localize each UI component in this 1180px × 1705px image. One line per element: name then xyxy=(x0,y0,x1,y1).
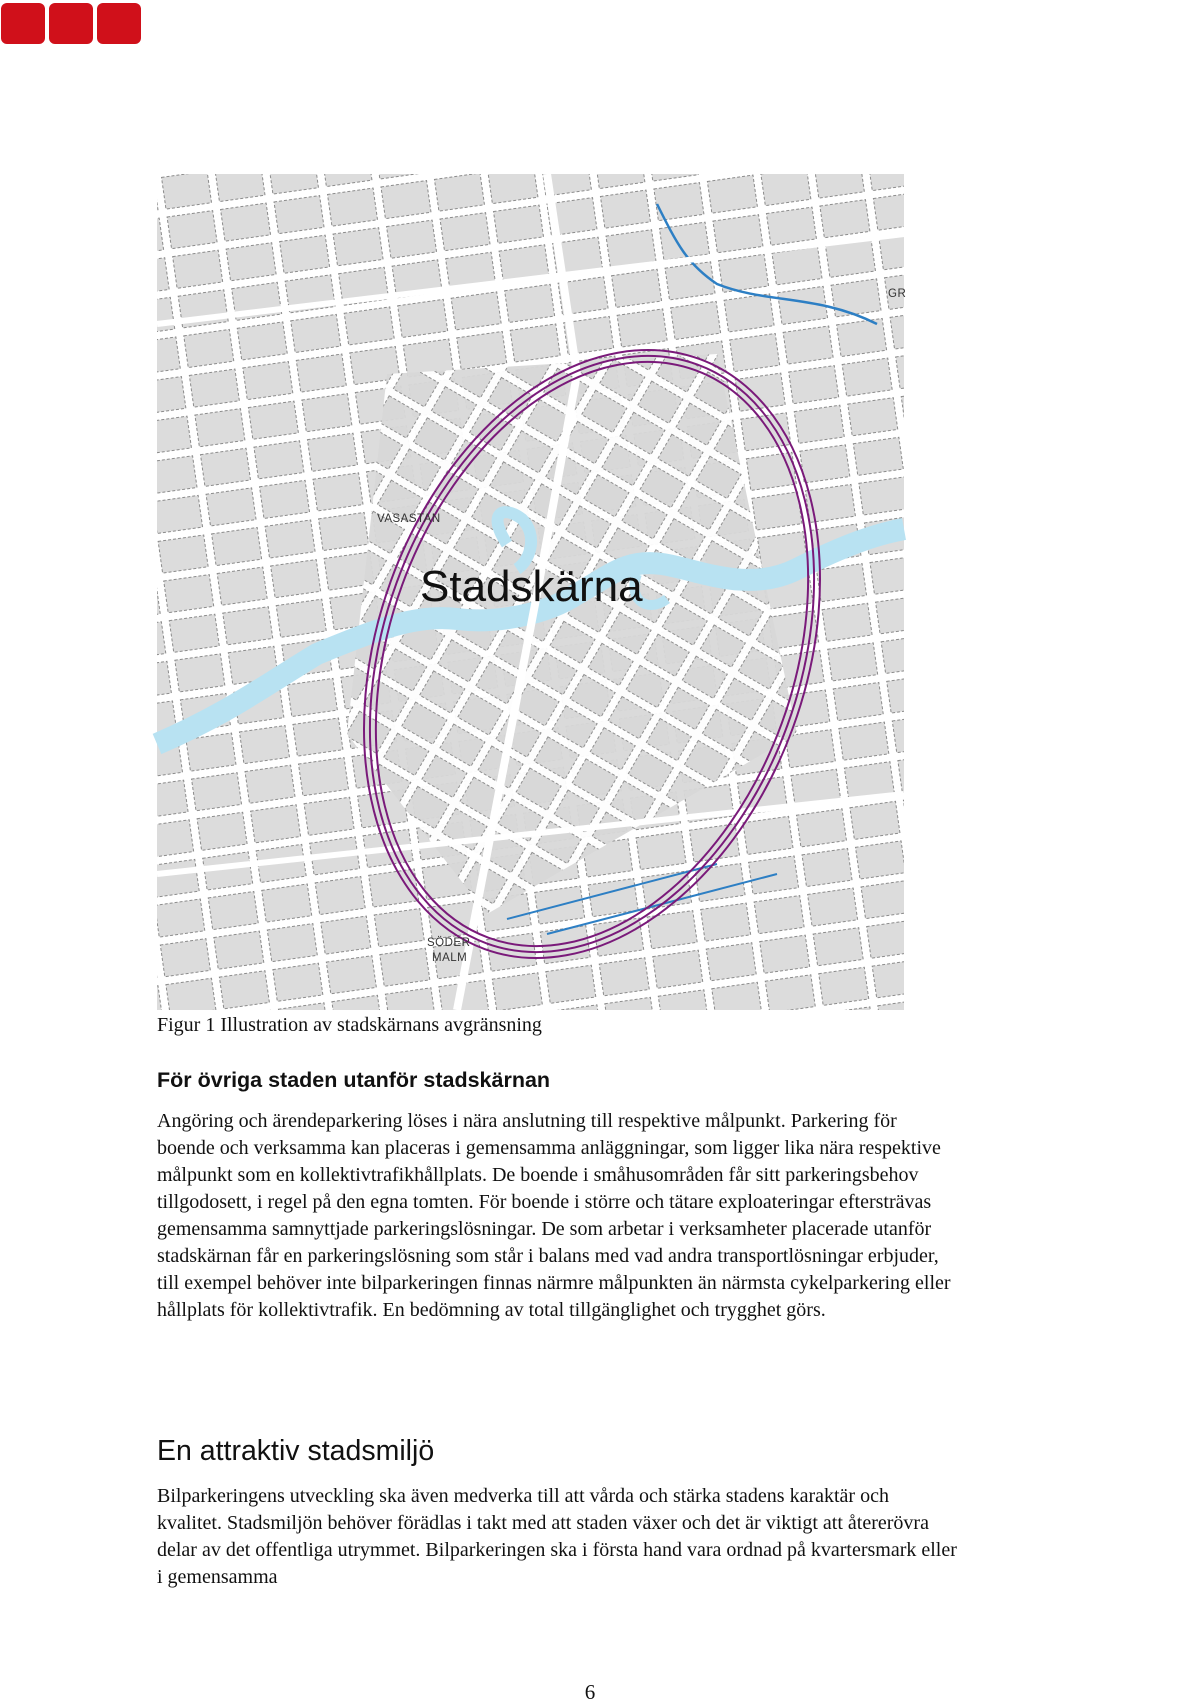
logo-square-1 xyxy=(1,3,45,44)
map-label-vasastan: VASASTAN xyxy=(377,513,441,525)
city-map xyxy=(157,174,907,1010)
section-heading-ovriga-staden: För övriga staden utanför stadskärnan xyxy=(157,1068,551,1092)
map-label-malm: MALM xyxy=(432,952,468,964)
section-paragraph-ovriga-staden: Angöring och ärendeparkering löses i nära anslutning till respektive målpunkt. Parkering för boende och verksamma kan placeras i gemensamma anläggningar, som ligger lika nära respektive målpunkt som en kollektivtrafikhållplats. De boende i småhusområden får sitt parkeringsbehov tillgodosett, i regel på den egna tomten. För boende i större och tätare exploateringar eftersträvas gemensamma samnyttjade parkeringslösningar. De som arbetar i verksamheter placerade utanför stadskärnan får en parkeringslösning som står i balans med vad andra transportlösningar erbjuder, till exempel behöver inte bilparkeringen finnas närmre målpunkten än närmsta cykelparkering eller hållplats för kollektivtrafik. En bedömning av total tillgänglighet och trygghet görs. xyxy=(157,1110,951,1321)
section-paragraph-attraktiv-stadsmiljo: Bilparkeringens utveckling ska även medverka till att vårda och stärka stadens karaktär och kvalitet. Stadsmiljön behöver förädlas i takt med att staden växer och det är viktigt att återerövra delar av det offentliga utrymmet. Bilparkeringen ska i första hand vara ordnad på kvartersmark eller i gemensamma xyxy=(157,1485,957,1588)
figure-caption: Figur 1 Illustration av stadskärnans avgränsning xyxy=(157,1014,542,1036)
logo xyxy=(1,3,141,44)
city-map-svg xyxy=(157,174,907,1010)
logo-square-2 xyxy=(49,3,93,44)
section-heading-attraktiv-stadsmiljo: En attraktiv stadsmiljö xyxy=(157,1435,435,1467)
page-number: 6 xyxy=(584,1680,596,1704)
map-label-gr: GR xyxy=(888,288,907,300)
logo-square-3 xyxy=(97,3,141,44)
map-label-stadskarna: Stadskärna xyxy=(420,562,643,611)
map-label-soder: SÖDER xyxy=(427,937,471,949)
